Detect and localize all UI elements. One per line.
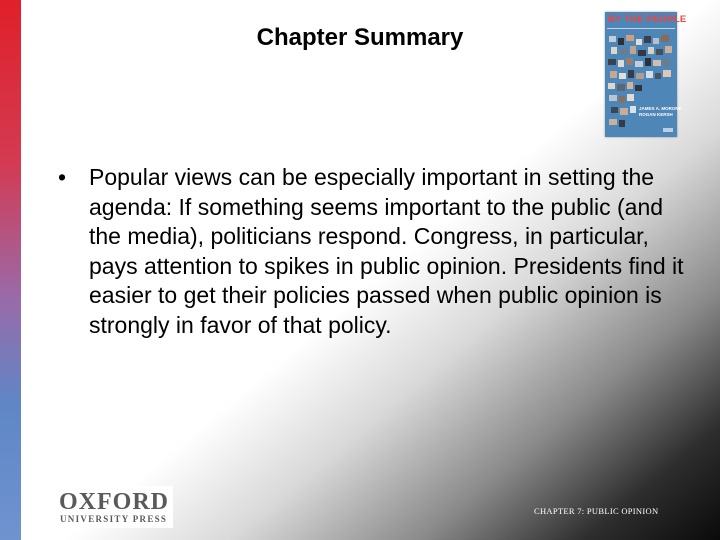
cover-title: BY THE PEOPLE bbox=[608, 14, 687, 25]
bullet-marker: • bbox=[58, 164, 67, 190]
bullet-text: Popular views can be especially important in setting the agenda: If something seems important to the public (and the media), politicians respond. Congress, in particular, pays attention to spikes in public opinion. Presidents find it easier to get their policies passed when public opinion is strongly in favor of that policy. bbox=[89, 164, 684, 338]
accent-bar bbox=[0, 0, 21, 540]
slide-title: Chapter Summary bbox=[256, 24, 464, 51]
cover-author-2: ROGAN KERSH bbox=[639, 111, 673, 117]
cover-collage-art bbox=[605, 12, 677, 137]
book-cover-image bbox=[605, 12, 687, 137]
oxford-logo-name: OXFORD bbox=[59, 489, 169, 515]
oxford-university-press-logo bbox=[53, 486, 173, 528]
bullet-list bbox=[58, 163, 688, 340]
cover-author-1: JAMES A. MORONE bbox=[639, 106, 682, 111]
footer-chapter-label: CHAPTER 7: PUBLIC OPINION bbox=[534, 506, 659, 516]
cover-authors bbox=[639, 106, 682, 117]
bullet-item bbox=[58, 163, 688, 340]
oxford-logo-subtitle: UNIVERSITY PRESS bbox=[60, 514, 168, 524]
